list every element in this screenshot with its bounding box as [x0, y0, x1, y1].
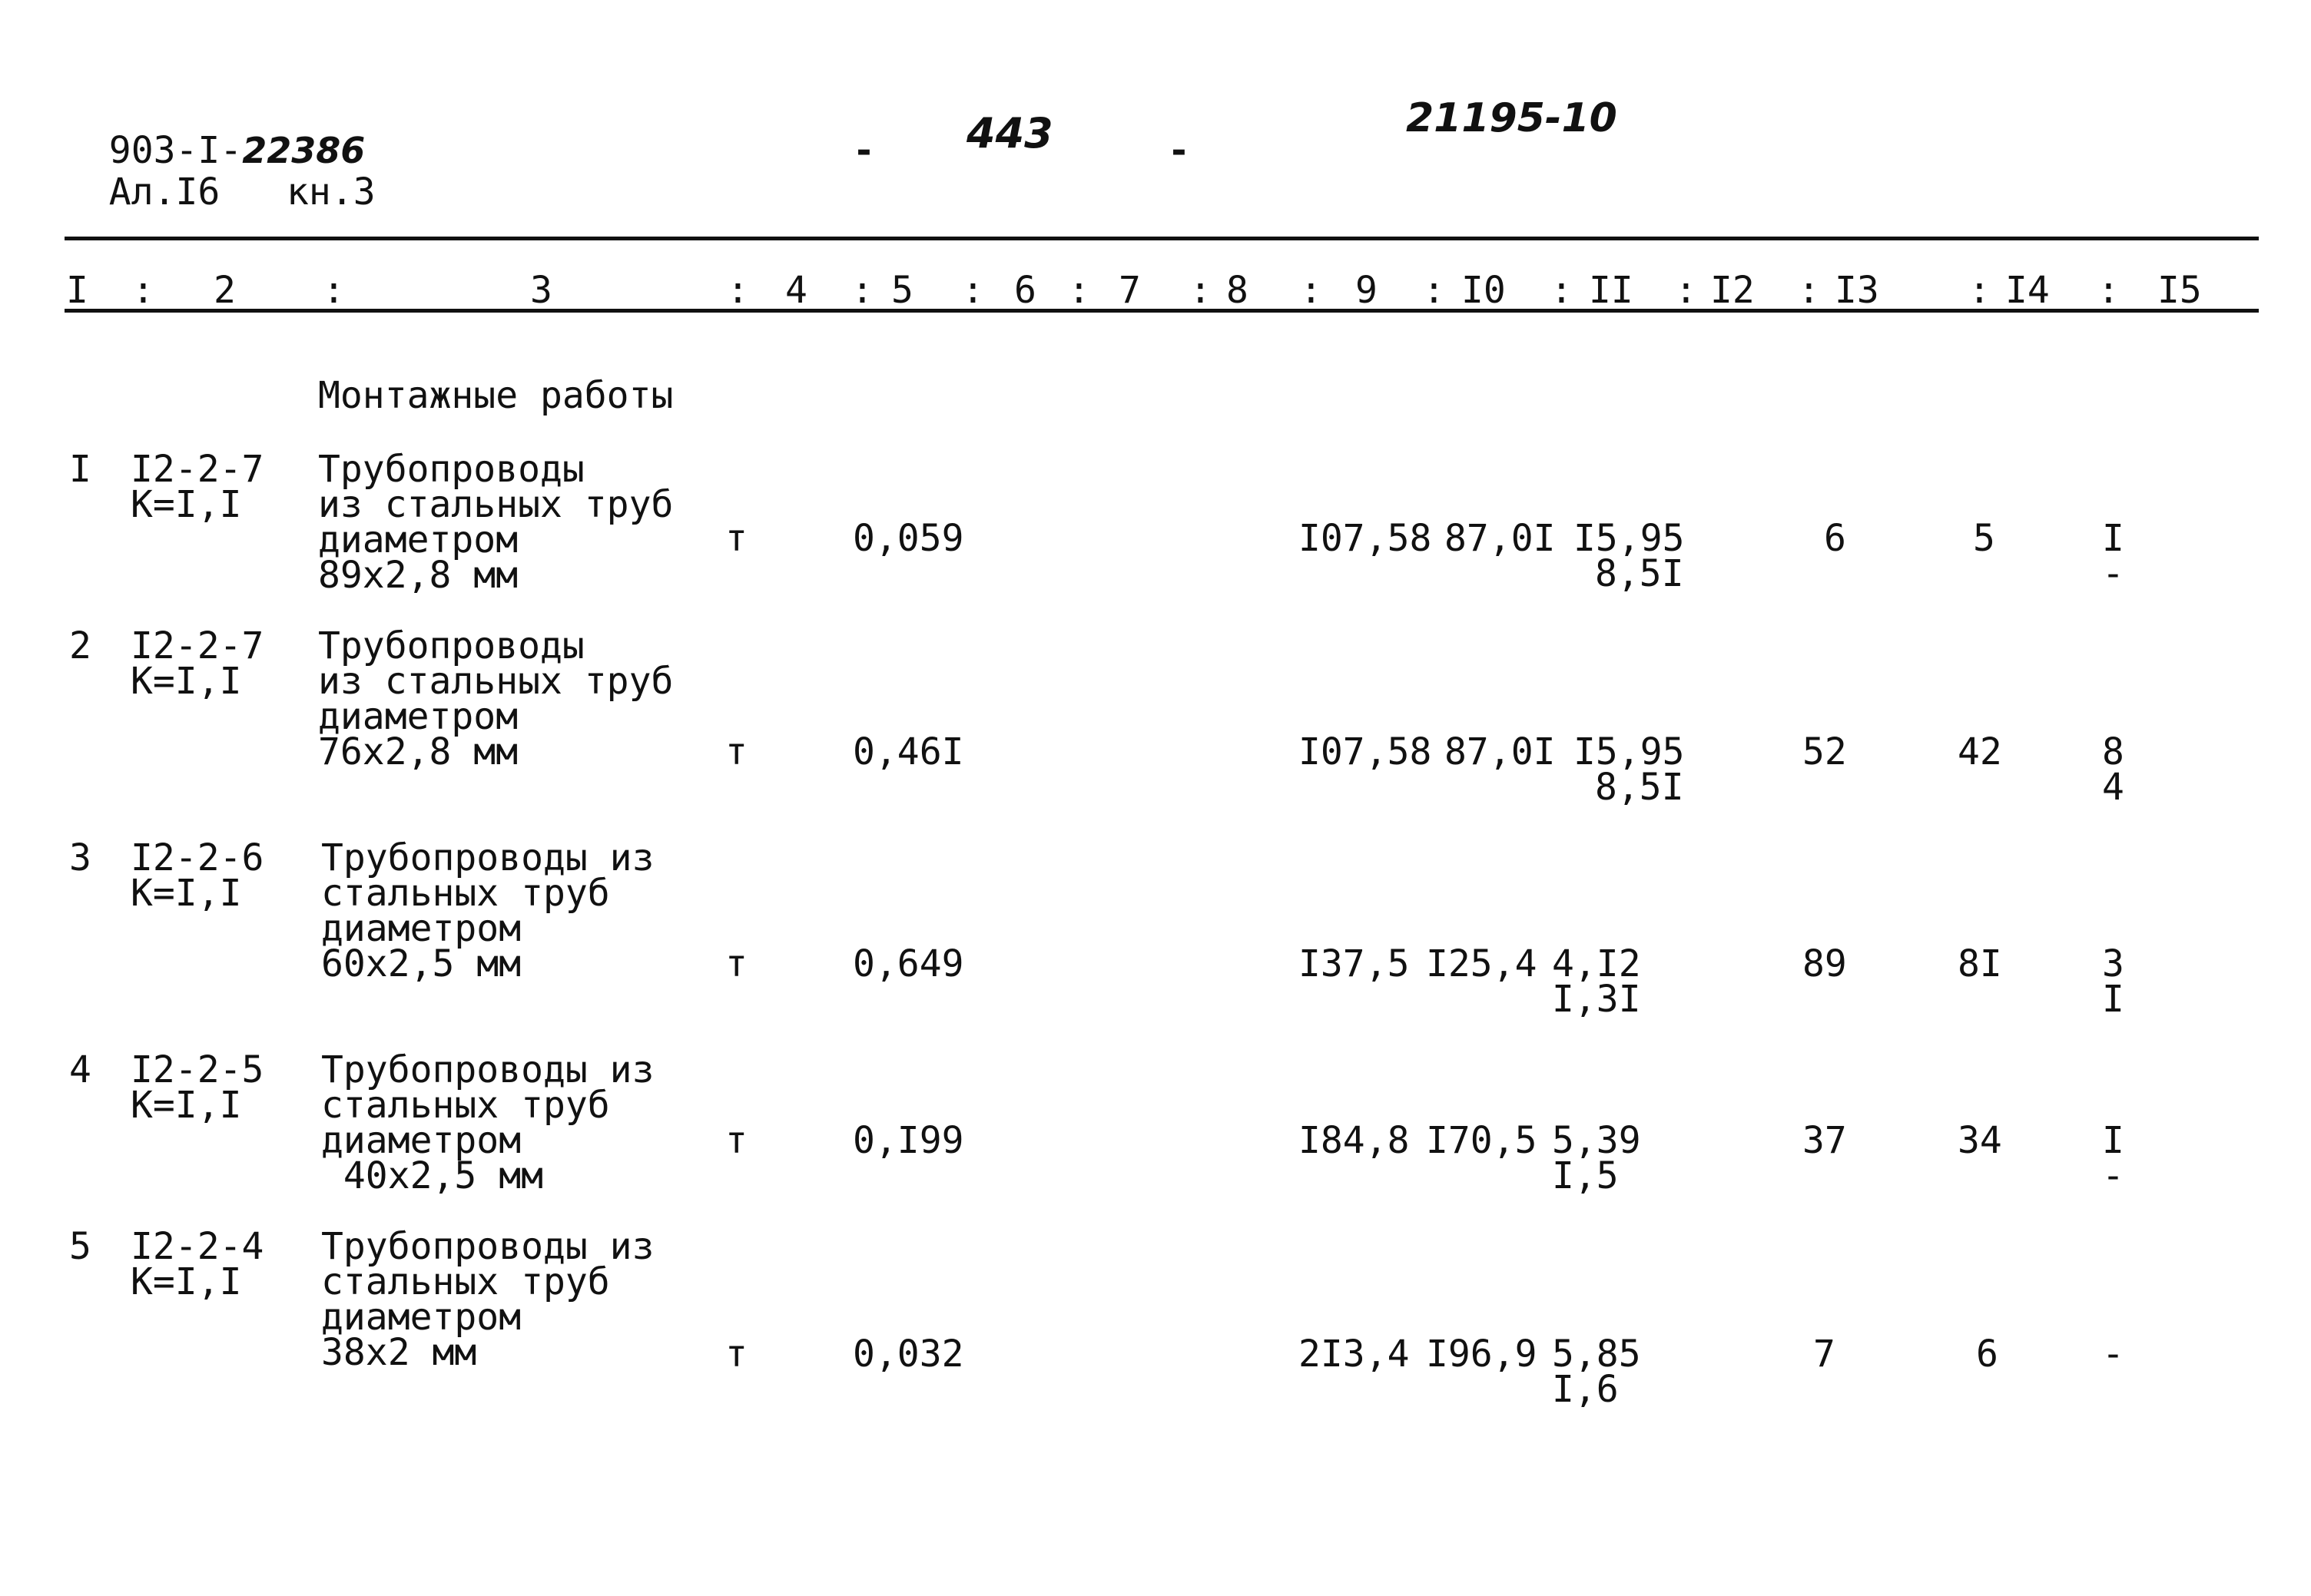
- col-15: I5: [2157, 269, 2202, 312]
- col-6: 6: [1014, 269, 1036, 312]
- row-number: 2: [69, 624, 91, 667]
- col14-value: 34: [1958, 1119, 2002, 1162]
- col13-value: 52: [1802, 730, 1847, 773]
- norm-code: I2-2-5 К=I,I: [131, 1048, 264, 1127]
- col13-value: 7: [1813, 1333, 1835, 1376]
- section-title: Монтажные работы: [318, 374, 674, 417]
- col-10: I0: [1461, 269, 1506, 312]
- col10-value: I25,4: [1426, 942, 1537, 985]
- col9-value: I07,58: [1298, 517, 1432, 560]
- work-description: Трубопроводы из стальных труб диаметром 60х2,5 мм: [321, 836, 655, 985]
- col15-values: I -: [2102, 517, 2124, 595]
- dash-right: -: [1168, 129, 1190, 172]
- col-3: 3: [530, 269, 552, 312]
- norm-code: I2-2-7 К=I,I: [131, 448, 264, 526]
- page-number: 443: [967, 109, 1053, 157]
- col-sep: :: [132, 269, 154, 312]
- row-number: 3: [69, 836, 91, 879]
- col-sep: :: [727, 269, 749, 312]
- col9-value: I07,58: [1298, 730, 1432, 773]
- col-sep: :: [1550, 269, 1573, 312]
- unit: т: [725, 517, 748, 560]
- col11-values: I5,95 8,5I: [1573, 517, 1685, 595]
- col11-values: 4,I2 I,3I: [1552, 942, 1641, 1021]
- col9-value: I84,8: [1298, 1119, 1410, 1162]
- doc-code-prefix: 903-I-: [108, 129, 243, 172]
- col-sep: :: [1189, 269, 1212, 312]
- col-sep: :: [962, 269, 984, 312]
- quantity: 0,649: [853, 942, 964, 985]
- col10-value: 87,0I: [1444, 730, 1556, 773]
- col14-value: 42: [1958, 730, 2002, 773]
- col15-values: 8 4: [2102, 730, 2124, 809]
- col-1: I: [66, 269, 88, 312]
- col-sep: :: [1300, 269, 1322, 312]
- quantity: 0,46I: [853, 730, 964, 773]
- col-sep: :: [1675, 269, 1697, 312]
- col-sep: :: [1968, 269, 1991, 312]
- col14-value: 5: [1973, 517, 1995, 560]
- col9-value: 2I3,4: [1298, 1333, 1410, 1376]
- header-underline: [65, 309, 2259, 313]
- album-label: Ал.I6: [108, 171, 220, 214]
- row-number: 5: [69, 1225, 91, 1268]
- unit: т: [725, 1333, 748, 1376]
- col10-value: I70,5: [1426, 1119, 1537, 1162]
- order-number: 21195-10: [1406, 95, 1617, 141]
- col15-values: I -: [2102, 1119, 2124, 1197]
- col15-values: -: [2102, 1333, 2124, 1376]
- col-sep: :: [323, 269, 345, 312]
- work-description: Трубопроводы из стальных труб диаметром 76х2,8 мм: [318, 624, 674, 773]
- col9-value: I37,5: [1298, 942, 1410, 985]
- unit: т: [725, 1119, 748, 1162]
- col14-value: 6: [1976, 1333, 1998, 1376]
- row-number: I: [69, 448, 91, 491]
- dash-left: -: [853, 129, 875, 172]
- col-sep: :: [1423, 269, 1445, 312]
- work-description: Трубопроводы из стальных труб диаметром 89х2,8 мм: [318, 448, 674, 597]
- norm-code: I2-2-6 К=I,I: [131, 836, 264, 915]
- col11-values: 5,85 I,6: [1552, 1333, 1641, 1411]
- col-sep: :: [1798, 269, 1820, 312]
- col-12: I2: [1710, 269, 1755, 312]
- norm-code: I2-2-7 К=I,I: [131, 624, 264, 703]
- doc-code-handwritten: 22386: [242, 130, 366, 171]
- col-14: I4: [2005, 269, 2050, 312]
- quantity: 0,059: [853, 517, 964, 560]
- work-description: Трубопроводы из стальных труб диаметром 38х2 мм: [321, 1225, 655, 1374]
- col13-value: 89: [1802, 942, 1847, 985]
- col10-value: I96,9: [1426, 1333, 1537, 1376]
- col-11: II: [1589, 269, 1633, 312]
- col-4: 4: [785, 269, 807, 312]
- col-8: 8: [1226, 269, 1248, 312]
- col-5: 5: [891, 269, 913, 312]
- col14-value: 8I: [1958, 942, 2002, 985]
- quantity: 0,I99: [853, 1119, 964, 1162]
- top-rule: [65, 237, 2259, 240]
- norm-code: I2-2-4 К=I,I: [131, 1225, 264, 1303]
- col11-values: I5,95 8,5I: [1573, 730, 1685, 809]
- row-number: 4: [69, 1048, 91, 1091]
- quantity: 0,032: [853, 1333, 964, 1376]
- col-9: 9: [1355, 269, 1378, 312]
- col10-value: 87,0I: [1444, 517, 1556, 560]
- col-2: 2: [214, 269, 236, 312]
- col13-value: 37: [1802, 1119, 1847, 1162]
- col-7: 7: [1119, 269, 1141, 312]
- album-book: [65, 127, 376, 214]
- col-sep: :: [851, 269, 874, 312]
- col13-value: 6: [1824, 517, 1846, 560]
- col-sep: :: [1068, 269, 1090, 312]
- unit: т: [725, 730, 748, 773]
- col11-values: 5,39 I,5: [1552, 1119, 1641, 1197]
- work-description: Трубопроводы из стальных труб диаметром 40х2,5 мм: [321, 1048, 655, 1197]
- unit: т: [725, 942, 748, 985]
- col-sep: :: [2097, 269, 2120, 312]
- book-label: кн.3: [287, 171, 376, 214]
- col15-values: 3 I: [2102, 942, 2124, 1021]
- col-13: I3: [1835, 269, 1879, 312]
